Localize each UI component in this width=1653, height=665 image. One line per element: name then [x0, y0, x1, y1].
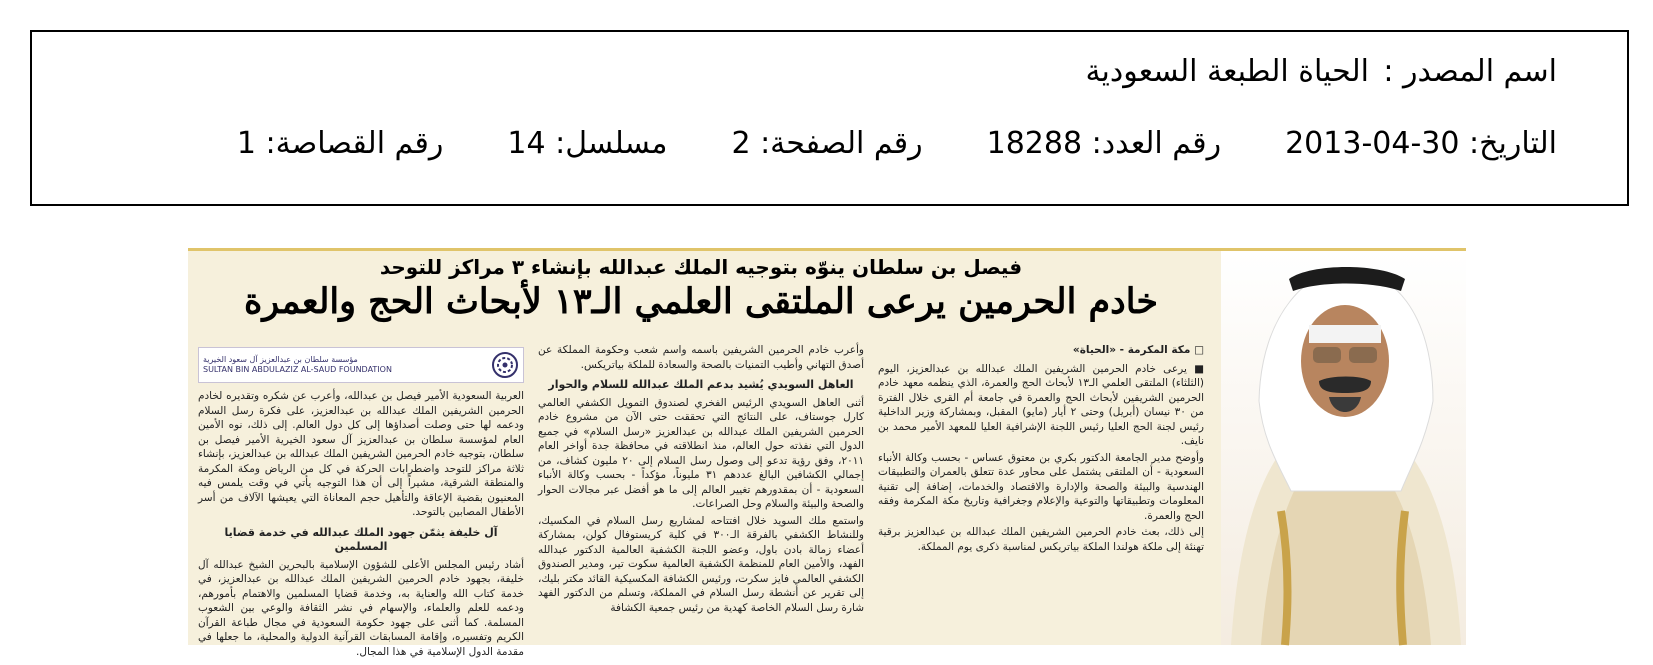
paragraph: أشاد رئيس المجلس الأعلى للشؤون الإسلامية بالبحرين الشيخ عبدالله آل خليفة، بجهود خادم الحرمين الشريفين الملك عبدالله بن عبدالعزيز، في خدمة كتاب الله والعناية به، وخدمة قضايا المسلمين والاهتمام بأمورهم، ودعمه للعلم والعلماء، والإسهام في نشر الثقافة والوعي بين الشعوب المسلمة. كما أثنى على جهود حكومة السعودية في مجال طباعة القرآن الكريم وتفسيره، وإقامة المسابقات القرآنية الدولية والمحلية، ما جعلها في مقدمة الدول الإسلامية في هذا المجال. — [198, 558, 524, 658]
foundation-emblem-icon — [491, 351, 519, 379]
date-field: التاريخ: 30-04-2013 — [1285, 126, 1557, 161]
headline-block — [198, 253, 1204, 322]
paragraph: إلى ذلك، بعث خادم الحرمين الشريفين الملك عبدالله بن عبدالعزيز برقية تهنئة إلى ملكة هولندا الملكة بياتريكس لمناسبة ذكرى يوم المملكة. — [878, 526, 1204, 553]
article-columns — [198, 343, 1204, 658]
paragraph: أثنى العاهل السويدي الرئيس الفخري لصندوق التمويل الكشفي العالمي كارل جوستاف، على النتائج التي تحققت حتى الآن من مشروع خادم الحرمين الشريفين الملك عبدالله بن عبدالعزيز «رسل السلام» في جميع الدول التي نفذته حول العالم، منذ انطلاقته في محافظة جدة أواخر العام ٢٠١١، وفق رؤية تدعو إلى وصول رسل السلام إلى ٢٠ مليون كشاف، من إجمالي الكشافين البالغ عددهم ٣١ مليوناً، مؤكداً - بحسب وكالة الأنباء السعودية - أن بمقدورهم تغيير العالم إلى ما هو أفضل عبر مجالات الحوار والصحة والبيئة والسلام وحل الصراعات. — [538, 396, 865, 510]
paragraph: واستمع ملك السويد خلال افتتاحه لمشاريع رسل السلام في المكسيك، وللنشاط الكشفي بالفرقة الـ٣٠٠ في كلية كريستوفال كولن، بمشاركة أعضاء زمالة بادن باول، وعضو اللجنة الكشفية العالمية الدكتور عبدالله الفهد، والأمين العام للمنظمة الكشفية العالمية سكوت تير، ومدير الصندوق الكشفي العالمي فايز سكرت، ورئيس الكشافة المكسيكية القائد مكتر بليك، إلى تقرير عن أنشطة رسل السلام في المملكة، وتسلم من الدكتور الفهد شارة رسل السلام الخاصة كهدية من رئيس جمعية الكشافة — [538, 514, 864, 614]
page-field: رقم الصفحة: 2 — [731, 126, 923, 161]
king-portrait-photo — [1221, 251, 1466, 645]
article-kicker: فيصل بن سلطان ينوّه بتوجيه الملك عبدالله بإنشاء ٣ مراكز للتوحد — [379, 255, 1023, 279]
source-label: اسم المصدر : — [1383, 54, 1557, 89]
paragraph: وأوضح مدير الجامعة الدكتور بكري بن معتوق عساس - بحسب وكالة الأنباء السعودية - أن الملتقى يشتمل على محاور عدة تتعلق بالعمران والتطبيقات الهندسية والبيئة والصحة والإدارة والاقتصاد والخدمات، إضافة إلى تقنية المعلومات وتطبيقاتها والتوعية والإعلام وجغرافية وتاريخ مكة المكرمة وفقه الحج والعمرة. — [878, 451, 1204, 522]
subheading: العاهل السويدي يُشيد بدعم الملك عبدالله للسلام والحوار — [548, 378, 854, 391]
article-column-1 — [878, 343, 1204, 641]
foundation-logo — [198, 347, 524, 383]
issue-field: رقم العدد: 18288 — [986, 126, 1222, 161]
paragraph: وأعرب خادم الحرمين الشريفين باسمه واسم شعب وحكومة المملكة عن أصدق التهاني وأطيب التمنيات بالصحة والسعادة للملكة بياتريكس. — [538, 344, 864, 371]
source-row — [1085, 54, 1557, 89]
details-row — [237, 126, 1557, 161]
article-column-2 — [538, 343, 864, 641]
paragraph: العربية السعودية الأمير فيصل بن عبدالله، وأعرب عن شكره وتقديره لخادم الحرمين الشريفين الملك عبدالله بن عبدالعزيز، على فكرة رسل السلام ودعمه لها حتى وصلت أصداؤها إلى كل دول العالم. إلى ذلك، نوه الأمين العام لمؤسسة سلطان بن عبدالعزيز آل سعود الخيرية الأمير فيصل بن سلطان، بتوجيه خادم الحرمين الشريفين الملك عبدالله بن عبدالعزيز، بإنشاء ثلاثة مراكز للتوحد واضطرابات الحركة في كل من الرياض ومكة المكرمة والمنطقة الشرقية، مشيراً إلى أن هذا التوجيه يأتي في وقت يلمس فيه المعنيون بقضية الإعاقة والتأهيل حجم المعاناة التي يعيشها الآلاف من أسر الأطفال المصابين بالتوحد. — [198, 390, 524, 518]
article-headline: خادم الحرمين يرعى الملتقى العلمي الـ١٣ لأبحاث الحج والعمرة — [243, 281, 1159, 322]
portrait-illustration — [1221, 251, 1466, 645]
foundation-logo-arabic: مؤسسة سلطان بن عبدالعزيز آل سعود الخيرية — [203, 355, 358, 364]
foundation-logo-english: SULTAN BIN ABDULAZIZ AL-SAUD FOUNDATION — [203, 365, 392, 374]
subheading: آل خليفة يثمّن جهود الملك عبدالله في خدمة قضايا المسلمين — [224, 525, 498, 553]
serial-field: مسلسل: 14 — [507, 126, 668, 161]
newspaper-clipping — [188, 248, 1466, 658]
article-byline: □ مكة المكرمة - «الحياة» — [1072, 344, 1204, 356]
clip-number-field: رقم القصاصة: 1 — [236, 126, 444, 161]
paragraph: ■ يرعى خادم الحرمين الشريفين الملك عبدالله بن عبدالعزيز، اليوم (الثلثاء) الملتقى العلمي الـ١٣ لأبحاث الحج والعمرة، الذي ينظمه معهد خادم الحرمين الشريفين لأبحاث الحج والعمرة في جامعة أم القرى خلال الفترة من ٣٠ نيسان (أبريل) وحتى ٢ أيار (مايو) المقبل، وبمشاركة وزير الداخلية رئيس لجنة الحج العليا رئيس اللجنة الإشرافية العليا للمعهد الأمير محمد بن نايف. — [878, 362, 1204, 447]
foundation-logo-text — [203, 355, 392, 375]
article-column-3 — [198, 343, 524, 658]
source-value: الحياة الطبعة السعودية — [1085, 54, 1369, 89]
clipping-metadata-box — [30, 30, 1629, 206]
